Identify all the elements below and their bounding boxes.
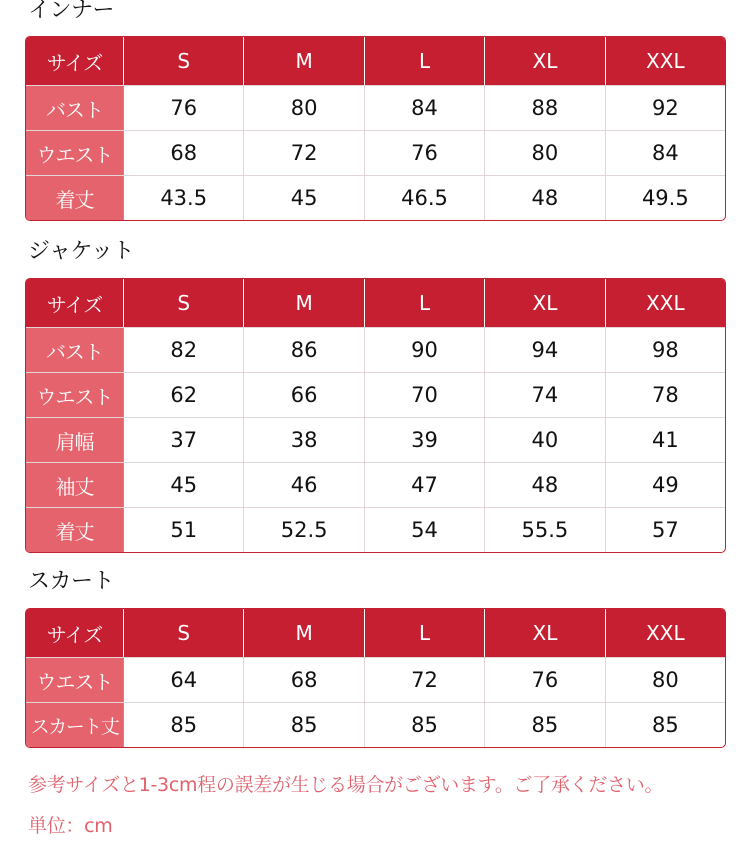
table-cell: 85	[364, 703, 484, 747]
table-cell: 48	[484, 463, 604, 507]
table-header-row	[26, 609, 725, 657]
row-label: バスト	[26, 86, 123, 130]
header-size-s: S	[123, 609, 243, 657]
table-cell: 72	[364, 658, 484, 702]
section-title-skirt: スカート	[28, 569, 115, 594]
size-table-skirt	[25, 608, 726, 748]
header-size-xxl: XXL	[605, 609, 725, 657]
table-cell: 84	[364, 86, 484, 130]
unit-note: 単位：cm	[28, 815, 113, 837]
table-cell: 78	[605, 373, 725, 417]
table-cell: 57	[605, 508, 725, 552]
table-cell: 84	[605, 131, 725, 175]
table-row	[26, 372, 725, 417]
table-row	[26, 175, 725, 220]
table-cell: 54	[364, 508, 484, 552]
table-row	[26, 130, 725, 175]
table-cell: 46.5	[364, 176, 484, 220]
row-label: スカート丈	[26, 703, 123, 747]
table-cell: 94	[484, 328, 604, 372]
table-row	[26, 507, 725, 552]
row-label: 肩幅	[26, 418, 123, 462]
table-cell: 48	[484, 176, 604, 220]
table-header-row	[26, 37, 725, 85]
table-cell: 86	[243, 328, 363, 372]
header-size-xl: XL	[484, 37, 604, 85]
section-title-jacket: ジャケット	[28, 239, 134, 264]
section-title-inner: インナー	[28, 0, 115, 23]
table-cell: 45	[243, 176, 363, 220]
table-cell: 38	[243, 418, 363, 462]
table-row	[26, 702, 725, 747]
header-size-xl: XL	[484, 279, 604, 327]
table-row	[26, 85, 725, 130]
size-disclaimer: 参考サイズと1-3cm程の誤差が生じる場合がございます。ご了承ください。	[28, 774, 664, 796]
row-label: ウエスト	[26, 658, 123, 702]
header-size-xxl: XXL	[605, 279, 725, 327]
table-cell: 70	[364, 373, 484, 417]
header-size-label: サイズ	[26, 279, 123, 327]
table-cell: 92	[605, 86, 725, 130]
table-cell: 52.5	[243, 508, 363, 552]
table-cell: 46	[243, 463, 363, 507]
table-cell: 74	[484, 373, 604, 417]
table-row	[26, 657, 725, 702]
header-size-xxl: XXL	[605, 37, 725, 85]
table-cell: 40	[484, 418, 604, 462]
table-cell: 39	[364, 418, 484, 462]
table-cell: 41	[605, 418, 725, 462]
table-cell: 76	[484, 658, 604, 702]
header-size-s: S	[123, 279, 243, 327]
table-cell: 64	[123, 658, 243, 702]
row-label: バスト	[26, 328, 123, 372]
table-cell: 68	[243, 658, 363, 702]
table-cell: 82	[123, 328, 243, 372]
header-size-l: L	[364, 609, 484, 657]
table-row	[26, 417, 725, 462]
header-size-m: M	[243, 37, 363, 85]
header-size-xl: XL	[484, 609, 604, 657]
table-cell: 45	[123, 463, 243, 507]
table-cell: 76	[364, 131, 484, 175]
table-row	[26, 327, 725, 372]
header-size-label: サイズ	[26, 37, 123, 85]
row-label: 着丈	[26, 508, 123, 552]
table-cell: 85	[123, 703, 243, 747]
header-size-label: サイズ	[26, 609, 123, 657]
table-cell: 85	[484, 703, 604, 747]
table-cell: 66	[243, 373, 363, 417]
table-cell: 47	[364, 463, 484, 507]
table-cell: 85	[605, 703, 725, 747]
table-cell: 80	[484, 131, 604, 175]
table-cell: 37	[123, 418, 243, 462]
table-cell: 90	[364, 328, 484, 372]
table-header-row	[26, 279, 725, 327]
size-table-jacket	[25, 278, 726, 553]
table-row	[26, 462, 725, 507]
row-label: ウエスト	[26, 131, 123, 175]
size-table-inner	[25, 36, 726, 221]
header-size-m: M	[243, 279, 363, 327]
table-cell: 98	[605, 328, 725, 372]
header-size-s: S	[123, 37, 243, 85]
table-cell: 85	[243, 703, 363, 747]
row-label: ウエスト	[26, 373, 123, 417]
header-size-l: L	[364, 279, 484, 327]
row-label: 着丈	[26, 176, 123, 220]
table-cell: 49	[605, 463, 725, 507]
header-size-m: M	[243, 609, 363, 657]
table-cell: 68	[123, 131, 243, 175]
table-cell: 49.5	[605, 176, 725, 220]
table-cell: 88	[484, 86, 604, 130]
table-cell: 62	[123, 373, 243, 417]
header-size-l: L	[364, 37, 484, 85]
table-cell: 43.5	[123, 176, 243, 220]
table-cell: 80	[605, 658, 725, 702]
table-cell: 72	[243, 131, 363, 175]
table-cell: 76	[123, 86, 243, 130]
table-cell: 80	[243, 86, 363, 130]
table-cell: 55.5	[484, 508, 604, 552]
row-label: 袖丈	[26, 463, 123, 507]
table-cell: 51	[123, 508, 243, 552]
